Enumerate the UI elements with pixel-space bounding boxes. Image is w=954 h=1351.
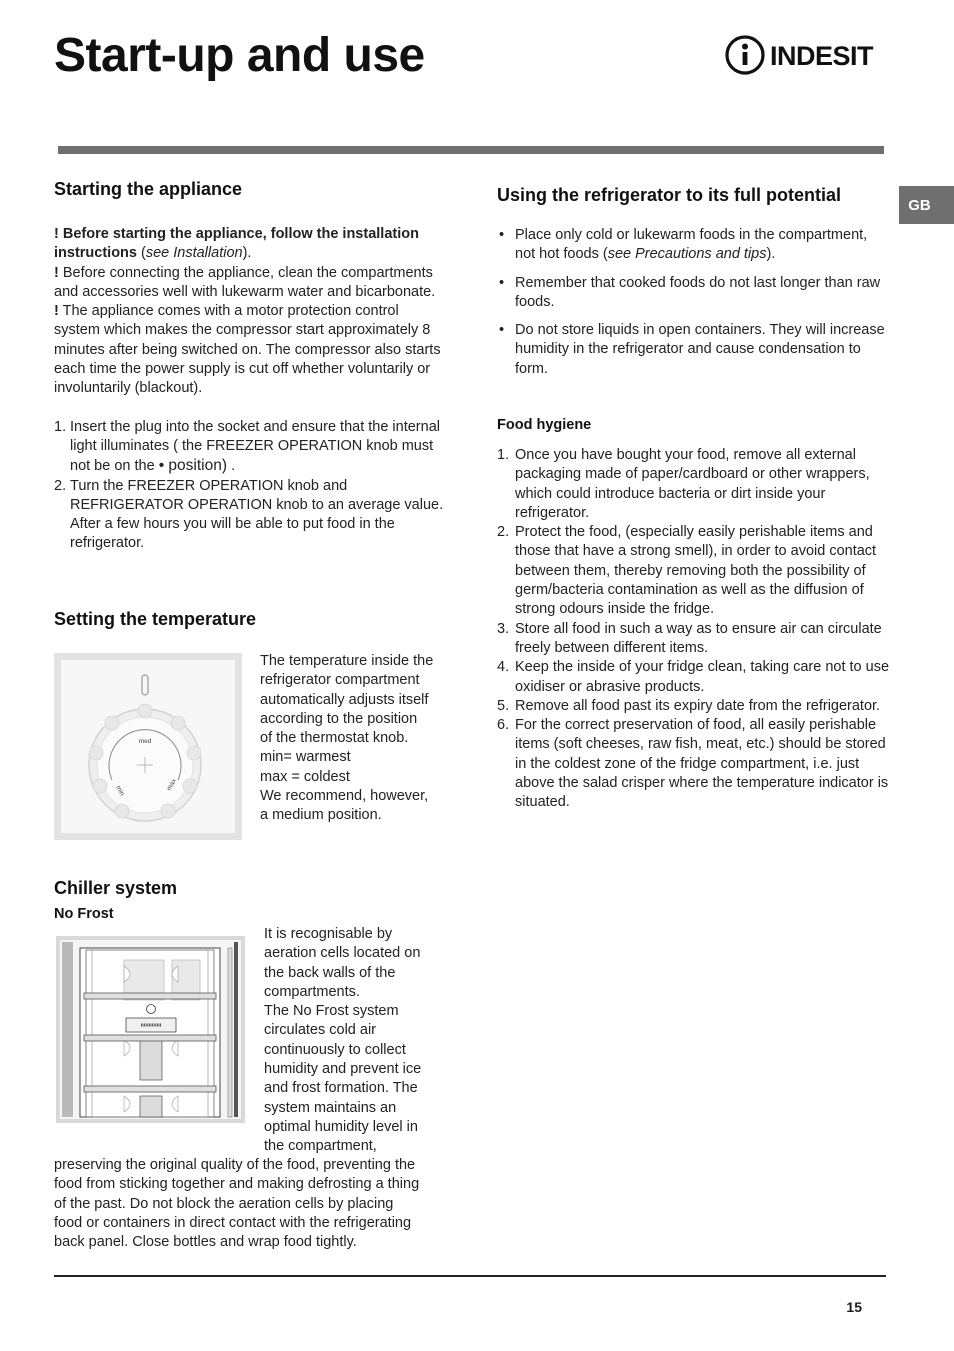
list-item: 6. For the correct preservation of food, all easily perishable items (soft cheeses, raw fish, meat, etc.) should be stored in the coldest zone of the fridge compartment, i.e. just above the salad crisper where the temperature indicator is situated. bbox=[497, 717, 889, 811]
no-frost-tail-text: preserving the original quality of the food, preventing the food from sticking together and making defrosting a thing of the past. Do not block the aeration cells by placing food or containers in direct contact with the refrigerating back panel. Close bottles and wrap food tightly. bbox=[54, 1157, 420, 1251]
language-tab: GB bbox=[899, 186, 954, 224]
indesit-logo bbox=[724, 32, 888, 78]
footer-divider bbox=[54, 1275, 886, 1277]
food-hygiene-heading: Food hygiene bbox=[497, 417, 592, 433]
starting-steps bbox=[54, 418, 446, 554]
page-title: Start-up and use bbox=[54, 29, 425, 82]
full-potential-heading: Using the refrigerator to its full potential bbox=[497, 185, 842, 205]
list-item: • Place only cold or lukewarm foods in the compartment, not hot foods (see Precautions and tips). bbox=[497, 226, 889, 265]
temperature-text: The temperature inside the refrigerator compartment automatically adjusts itself according to the position of the thermostat knob. min= warmest max = coldest We recommend, however, a medium position. bbox=[260, 653, 434, 824]
header-divider bbox=[58, 146, 884, 154]
chiller-heading: Chiller system bbox=[54, 878, 178, 898]
list-item: 4. Keep the inside of your fridge clean, taking care not to use oxidiser or abrasive products. bbox=[497, 659, 890, 695]
motor-protection-note: ! The appliance comes with a motor protection control system which makes the compressor start approximately 8 minutes after being switched on. The compressor also starts each time the power supply is cut off whether voluntarily or involuntarily (blackout). bbox=[54, 303, 441, 397]
knob-label-min: min bbox=[114, 784, 126, 798]
knob-label-med: med bbox=[138, 738, 152, 745]
starting-section bbox=[54, 225, 446, 554]
list-item: 2. Turn the FREEZER OPERATION knob and REFRIGERATOR OPERATION knob to an average value. After a few hours you will be able to put food in the refrigerator. bbox=[54, 477, 444, 552]
starting-heading: Starting the appliance bbox=[54, 179, 243, 199]
list-item: 5. Remove all food past its expiry date from the refrigerator. bbox=[497, 697, 881, 714]
food-hygiene-list bbox=[497, 446, 889, 813]
knob-label-max: max bbox=[165, 777, 178, 792]
thermostat-knob-image bbox=[54, 653, 242, 840]
page-number: 15 bbox=[846, 1299, 862, 1315]
list-item: • Remember that cooked foods do not last longer than raw foods. bbox=[497, 274, 889, 313]
no-frost-side-text: It is recognisable by aeration cells located on the back walls of the compartments. The No Frost system circulates cold air continuously to collect humidity and prevent ice and frost formation. The system maintains an optimal humidity level in the compartment, bbox=[264, 926, 422, 1155]
list-item: 2. Protect the food, (especially easily perishable items and those that have a strong smell), in order to avoid contact between them, thereby removing both the possibility of germ/bacteria contamination as well as the diffusion of strong odours inside the fridge. bbox=[497, 524, 877, 618]
full-potential-list bbox=[497, 226, 889, 388]
no-frost-subheading: No Frost bbox=[54, 906, 114, 922]
list-item: 1. Insert the plug into the socket and ensure that the internal light illuminates ( the FREEZER OPERATION knob must not be on the • position) . bbox=[54, 418, 440, 475]
cleaning-note: ! Before connecting the appliance, clean the compartments and accessories well with lukewarm water and bicarbonate. bbox=[54, 264, 436, 300]
list-item: 3. Store all food in such a way as to ensure air can circulate freely between different items. bbox=[497, 620, 882, 656]
temperature-heading: Setting the temperature bbox=[54, 609, 257, 629]
list-item: • Do not store liquids in open containers. They will increase humidity in the refrigerator and cause condensation to form. bbox=[497, 321, 889, 379]
no-frost-fridge-image bbox=[56, 936, 245, 1123]
brand-name: INDESIT bbox=[770, 41, 874, 71]
list-item: 1. Once you have bought your food, remove all external packaging made of paper/cardboard or other wrappers, which could introduce bacteria or dirt inside your refrigerator. bbox=[497, 447, 870, 521]
installation-note: ! Before starting the appliance, follow the installation instructions (see Installation). bbox=[54, 226, 419, 262]
